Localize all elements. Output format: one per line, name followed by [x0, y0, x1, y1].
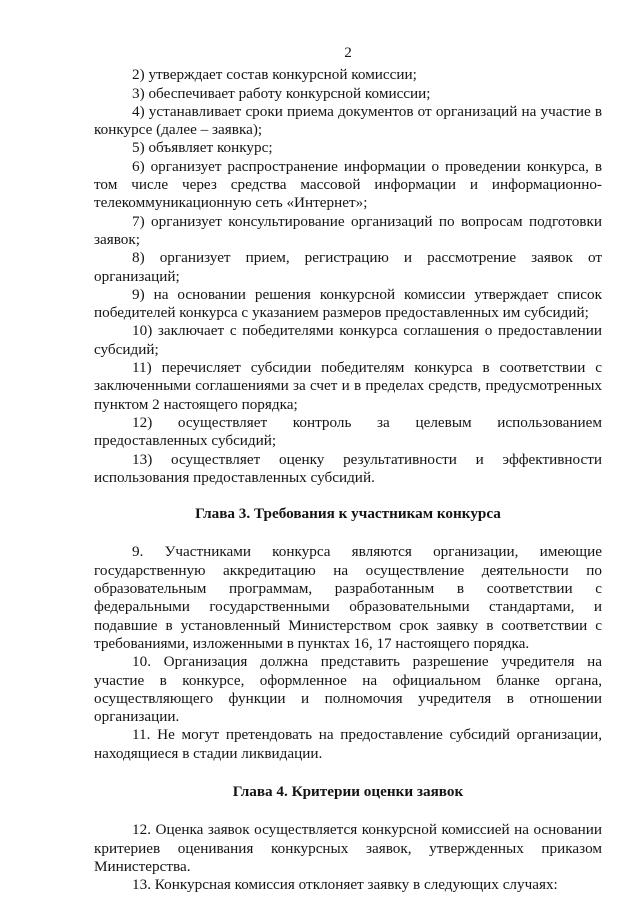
list-item: 10) заключает с победителями конкурса соглашения о предоставлении субсидий;: [94, 322, 602, 358]
paragraph: 11. Не могут претендовать на предоставление субсидий организации, находящиеся в стадии ликвидации.: [94, 726, 602, 762]
list-item: 3) обеспечивает работу конкурсной комиссии;: [132, 84, 431, 102]
paragraph: 12. Оценка заявок осуществляется конкурсной комиссией на основании критериев оценивания конкурсных заявок, утвержденных приказом Министерства.: [94, 821, 602, 875]
list-item: 4) устанавливает сроки приема документов от организаций на участие в конкурсе (далее – заявка);: [94, 102, 602, 139]
page-number: 2: [344, 44, 352, 61]
chapter-3-heading: Глава 3. Требования к участникам конкурса: [195, 505, 501, 523]
list-item: 9) на основании решения конкурсной комиссии утверждает список победителей конкурса с указанием размеров предоставленных им субсидий;: [94, 285, 602, 322]
list-item: 7) организует консультирование организаций по вопросам подготовки заявок;: [94, 212, 602, 248]
list-item: 13) осуществляет оценку результативности и эффективности использования предоставленных субсидий.: [94, 450, 602, 486]
list-item: 8) организует прием, регистрацию и рассмотрение заявок от организаций;: [94, 249, 602, 285]
list-item: 6) организует распространение информации о проведении конкурса, в том числе через средства массовой информации и информационно-телекоммуникационную сеть «Интернет»;: [94, 157, 602, 212]
paragraph: 9. Участниками конкурса являются организации, имеющие государственную аккредитацию на осуществление деятельности по образовательным программам, разработанным в соответствии с федеральными государственными образовательными стандартами, и подавшие в установленный Министерством срок заявку в соответствии с требованиями, изложенными в пунктах 16, 17 настоящего порядка.: [94, 543, 602, 652]
paragraph: 13. Конкурсная комиссия отклоняет заявку в следующих случаях:: [132, 876, 558, 894]
list-item: 5) объявляет конкурс;: [132, 139, 273, 157]
list-item: 12) осуществляет контроль за целевым использованием предоставленных субсидий;: [94, 413, 602, 450]
paragraph: 10. Организация должна представить разрешение учредителя на участие в конкурсе, оформленное на официальном бланке органа, осуществляющего функции и полномочия учредителя в отношении организации.: [94, 653, 602, 726]
list-item: 11) перечисляет субсидии победителям конкурса в соответствии с заключенными соглашениями за счет и в пределах средств, предусмотренных пунктом 2 настоящего порядка;: [94, 359, 602, 413]
chapter-4-heading: Глава 4. Критерии оценки заявок: [232, 782, 464, 800]
list-item: 2) утверждает состав конкурсной комиссии;: [132, 66, 417, 84]
